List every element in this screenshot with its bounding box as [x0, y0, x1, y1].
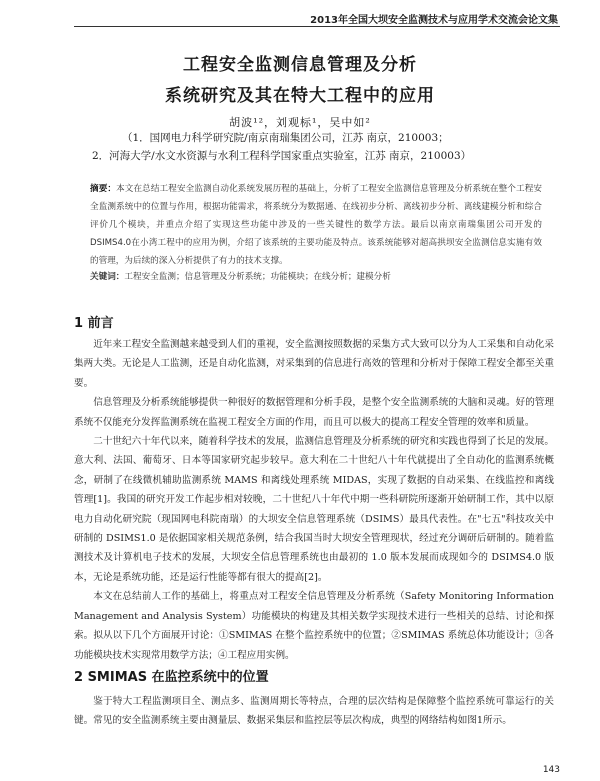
- section-2-body: [74, 692, 554, 731]
- header-rule: [74, 26, 560, 27]
- section-2-heading: 2 SMIMAS 在监控系统中的位置: [74, 670, 269, 685]
- paragraph: 信息管理及分析系统能够提供一种很好的数据管理和分析手段，是整个安全监测系统的大脑和灵魂。好的管理系统不仅能充分发挥监测系统在监视工程安全方面的作用，而且可以极大的提高工程安全管理的效率和质量。: [74, 397, 554, 428]
- authors: 胡波¹²，刘观标¹，吴中如²: [229, 116, 371, 129]
- section-1-heading: 1 前言: [74, 316, 114, 331]
- paper-title-line2: 系统研究及其在特大工程中的应用: [165, 86, 435, 106]
- paragraph: 近年来工程安全监测越来越受到人们的重视，安全监测按照数据的采集方式大致可以分为人工采集和自动化采集两大类。无论是人工监测，还是自动化监测，对采集到的信息进行高效的管理和分析对于保障工程安全都至关重要。: [74, 339, 554, 389]
- abstract-label: 摘要：: [90, 184, 117, 194]
- keywords: [90, 270, 542, 282]
- keywords-text: 工程安全监测；信息管理及分析系统；功能模块；在线分析；建模分析: [124, 272, 391, 282]
- running-head: 2013年全国大坝安全监测技术与应用学术交流会论文集: [310, 15, 558, 26]
- affiliation-1: （1．国网电力科学研究院/南京南瑞集团公司，江苏 南京，210003；: [122, 132, 449, 144]
- page-number: 143: [542, 765, 560, 775]
- affiliation-2: 2．河海大学/水文水资源与水利工程科学国家重点实验室，江苏 南京，210003）: [92, 150, 472, 162]
- section-1-body: [74, 335, 554, 665]
- paragraph: 二十世纪六十年代以来，随着科学技术的发展，监测信息管理及分析系统的研究和实践也得到了长足的发展。意大利、法国、葡萄牙、日本等国家研究起步较早。意大利在二十世纪八十年代就提出了全自动化的监测系统概念，研制了在线微机辅助监测系统 MAMS 和离线处理系统 MIDAS，实现了数据的自动采集、在线监控和离线管理[1]。我国的研究开发工作起步相对较晚，二十世纪八十年代中期一些科研院所逐渐开始研制工作，其中以原电力自动化研究院（现国网电科院南瑞）的大坝安全信息管理系统（DSIMS）最具代表性。在"七五"科技攻关中研制的 DSIMS1.0 是依据国家相关规范条例，结合我国当时大坝安全管理现状，经过充分调研后研制的。随着监测技术及计算机电子技术的发展，大坝安全信息管理系统也由最初的 1.0 版本发展而成现如今的 DSIMS4.0 版本，无论是系统功能，还是运行性能等都有很大的提高[2]。: [74, 436, 554, 583]
- abstract-text: 本文在总结工程安全监测自动化系统发展历程的基础上，分析了工程安全监测信息管理及分析系统在整个工程安全监测系统中的位置与作用，根据功能需求，将系统分为数据通、在线初步分析、离线初步分析、离线建模分析和综合评价几个模块，并重点介绍了实现这些功能中涉及的一些关键性的数学方法。最后以南京南瑞集团公司开发的DSIMS4.0在小湾工程中的应用为例，介绍了该系统的主要功能及特点。该系统能够对超高拱坝安全监测信息实施有效的管理，为后续的深入分析提供了有力的技术支撑。: [90, 184, 542, 266]
- paragraph: 本文在总结前人工作的基础上，将重点对工程安全信息管理及分析系统（Safety Monitoring Information Management and Analysis System）功能模块的构建及其相关数学实现技术进行一些相关的总结、讨论和探索。拟从以下几个方面展开讨论：①SMIMAS 在整个监控系统中的位置；②SMIMAS 系统总体功能设计；③各功能模块技术实现常用数学方法；④工程应用实例。: [74, 591, 554, 661]
- keywords-label: 关键词：: [90, 272, 125, 282]
- paper-title-line1: 工程安全监测信息管理及分析: [183, 55, 417, 75]
- paragraph: 鉴于特大工程监测项目全、测点多、监测周期长等特点，合理的层次结构是保障整个监控系统可靠运行的关键。常见的安全监测系统主要由测量层、数据采集层和监控层等层次构成，典型的网络结构如图1所示。: [74, 696, 554, 727]
- abstract: [90, 180, 542, 270]
